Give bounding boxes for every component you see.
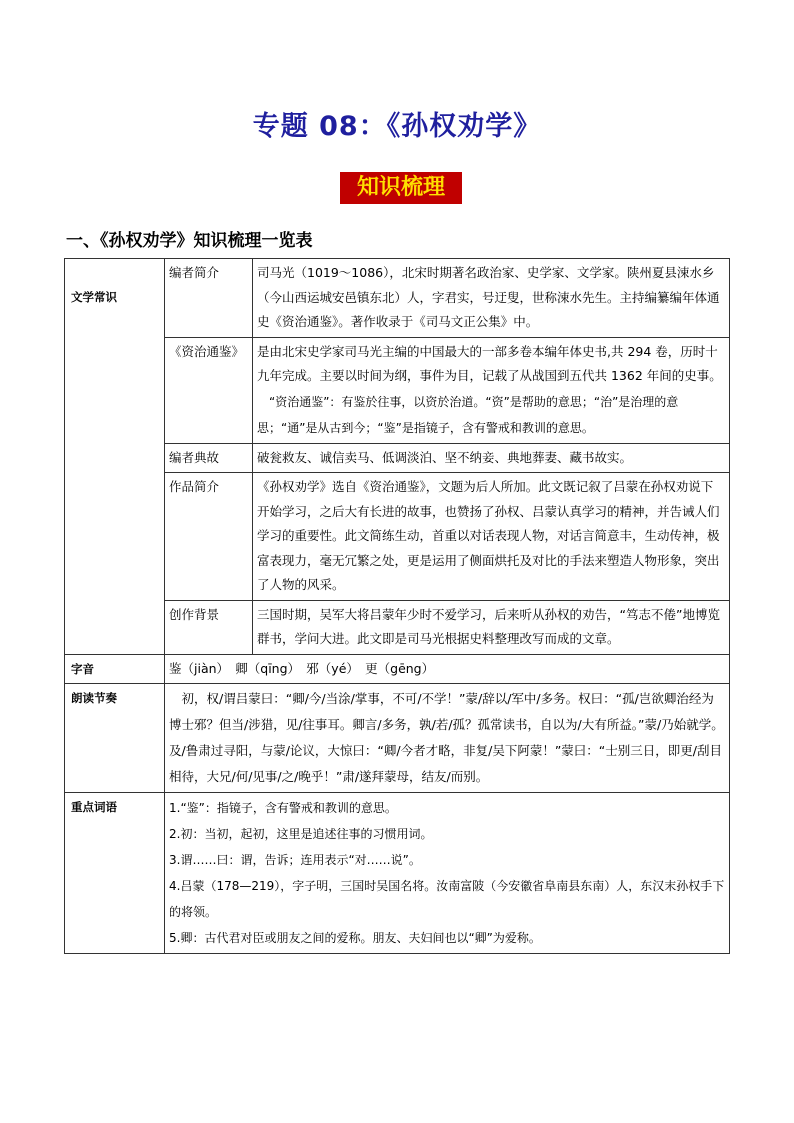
content-text: 《孙权劝学》选自《资治通鉴》，文题为后人所加。此文既记叙了吕蒙在孙权劝说下开始学习，之后大有长进的故事，也赞扬了孙权、吕蒙认真学习的精神，并告诫人们学习的重要性。此文简练生动，首重以对话表现人物，对话言简意丰，生动传神，极富表现力，毫无冗繁之处，更是运用了侧面烘托及对比的手法来塑造人物形象，突出了人物的风采。: [257, 479, 720, 592]
sub-label-cell: 作品简介: [165, 473, 253, 601]
section-badge: [340, 172, 462, 204]
content-cell: [253, 473, 730, 601]
list-item: 3.谓……曰：谓，告诉；连用表示“对……说”。: [169, 853, 421, 867]
knowledge-table: [64, 258, 730, 954]
table-row: [65, 654, 730, 684]
content-cell: [165, 654, 730, 684]
list-item: 2.初：当初，起初，这里是追述往事的习惯用词。: [169, 827, 433, 841]
content-text: 是由北宋史学家司马光主编的中国最大的一部多卷本编年体史书,共 294 卷，历时十九年完成。主要以时间为纲，事件为目，记载了从战国到五代共 1362 年间的史事。: [257, 343, 722, 383]
content-text: “资治通鉴”：有鉴於往事，以资於治道。“资”是帮助的意思；“治”是治理的意思；“通”是从古到今；“鉴”是指镜子，含有警戒和教训的意思。: [257, 394, 679, 435]
table-row: [65, 443, 730, 473]
sub-label-cell: 创作背景: [165, 600, 253, 654]
list-item: 4.吕蒙（178—219），字子明，三国时吴国名将。汝南富陂（今安徽省阜南县东南）人，东汉末孙权手下的将领。: [169, 879, 725, 919]
content-cell: [253, 259, 730, 338]
content-cell: [165, 793, 730, 954]
sub-label-cell: 编者简介: [165, 259, 253, 338]
table-row: [65, 684, 730, 793]
table-row: [65, 793, 730, 954]
section-heading: 一、《孙权劝学》知识梳理一览表: [66, 231, 313, 251]
list-item: 1.“鉴”：指镜子，含有警戒和教训的意思。: [169, 801, 397, 815]
sub-label-cell: 《资治通鉴》: [165, 337, 253, 443]
content-cell: [253, 337, 730, 443]
list-item: 5.卿：古代君对臣或朋友之间的爱称。朋友、夫妇间也以“卿”为爱称。: [169, 931, 541, 945]
table-row: [65, 337, 730, 443]
category-cell: 字音: [65, 654, 165, 684]
category-cell: 朗读节奏: [65, 684, 165, 793]
badge-label: 知识梳理: [353, 174, 449, 202]
content-text: 初，权/谓吕蒙曰：“卿/今/当涂/掌事，不可/不学！”蒙/辞以/军中/多务。权曰：“孤/岂欲卿治经为博士邪？但当/涉猎，见/往事耳。卿言/多务，孰/若/孤？孤常读书，自以为/大有所益。”蒙/乃始就学。及/鲁肃过寻阳，与蒙/论议，大惊曰：“卿/今者才略，非复/吴下阿蒙！”蒙曰：“士别三日，即更/刮目相待，大兄/何/见事/之/晚乎！”肃/遂拜蒙母，结友/而别。: [169, 691, 724, 784]
sub-label-cell: 编者典故: [165, 443, 253, 473]
content-cell: [165, 684, 730, 793]
content-cell: [253, 600, 730, 654]
content-text: 鉴（jiàn） 卿（qīng） 邪（yé） 更（gēng）: [169, 660, 435, 676]
content-text: 司马光（1019～1086），北宋时期著名政治家、史学家、文学家。陕州夏县涑水乡（今山西运城安邑镇东北）人，字君实，号迂叟，世称涑水先生。主持编纂编年体通史《资治通鉴》。著作收录于《司马文正公集》中。: [257, 265, 720, 329]
content-text: 破瓮救友、诚信卖马、低调淡泊、坚不纳妾、典地葬妻、藏书故实。: [257, 449, 633, 465]
page-title: 专题 08：《孙权劝学》: [252, 111, 542, 142]
table-row: [65, 259, 730, 338]
table-row: [65, 600, 730, 654]
content-text: 三国时期，吴军大将吕蒙年少时不爱学习，后来听从孙权的劝告，“笃志不倦”地博览群书，学问大进。此文即是司马光根据史料整理改写而成的文章。: [257, 606, 720, 646]
category-cell: 重点词语: [65, 793, 165, 954]
content-cell: [253, 443, 730, 473]
category-cell: 文学常识: [65, 259, 165, 655]
table-row: [65, 473, 730, 601]
